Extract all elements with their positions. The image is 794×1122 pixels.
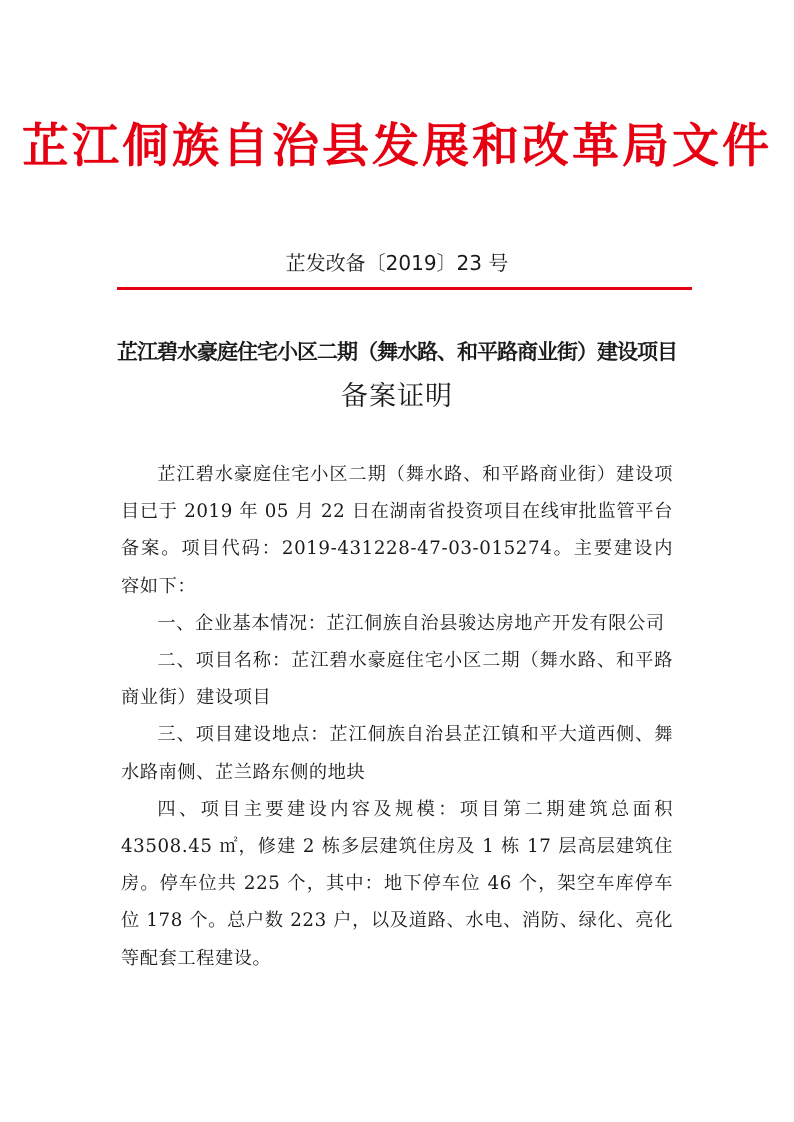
document-title: 芷江碧水豪庭住宅小区二期（舞水路、和平路商业街）建设项目 [117, 339, 677, 364]
red-divider-line [117, 287, 692, 290]
document-number: 芷发改备〔2019〕23 号 [285, 251, 509, 275]
issuing-authority-title: 芷江侗族自治县发展和改革局文件 [22, 119, 772, 174]
body-paragraph-location: 三、项目建设地点：芷江侗族自治县芷江镇和平大道西侧、舞水路南侧、芷兰路东侧的地块 [121, 724, 673, 783]
body-paragraph-intro: 芷江碧水豪庭住宅小区二期（舞水路、和平路商业街）建设项目已于 2019 年 05 月 22 日在湖南省投资项目在线审批监管平台备案。项目代码：2019-431228-47-03-015274。主要建设内容如下： [121, 464, 673, 597]
body-paragraph-company: 一、企业基本情况：芷江侗族自治县骏达房地产开发有限公司 [157, 612, 665, 634]
body-paragraph-scope: 四、项目主要建设内容及规模：项目第二期建筑总面积 43508.45 ㎡，修建 2 栋多层建筑住房及 1 栋 17 层高层建筑住房。停车位共 225 个，其中：地下停车位 46 个，架空车库停车位 178 个。总户数 223 户，以及道路、水电、消防、绿化、亮化等配套工程建设。 [121, 798, 673, 969]
document-subtitle: 备案证明 [341, 381, 453, 412]
body-paragraph-project-name: 二、项目名称：芷江碧水豪庭住宅小区二期（舞水路、和平路商业街）建设项目 [121, 650, 673, 709]
document-body [121, 456, 673, 977]
